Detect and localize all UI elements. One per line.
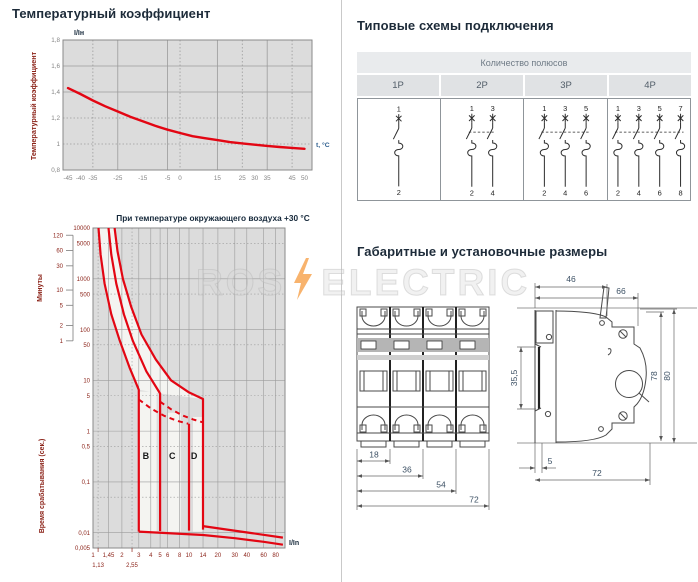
terminal-number-top: 5	[657, 104, 662, 114]
y-tick-label: 5	[86, 393, 90, 400]
marking-window-inner	[430, 371, 449, 391]
pole-schematic-3p	[524, 99, 607, 200]
terminal-number-bottom: 2	[469, 188, 474, 198]
thermal-element	[676, 140, 684, 187]
watermark-text-right: ELECTRIC	[321, 262, 531, 303]
dim-arrow	[385, 459, 390, 463]
y-tick-label: 1,2	[51, 115, 60, 123]
dim-label-5: 5	[547, 456, 553, 466]
dim-arrow	[530, 466, 535, 470]
y-tick-label: 0,5	[81, 444, 90, 451]
thermal-element	[613, 140, 621, 187]
dim-label-width: 72	[469, 494, 479, 505]
y-tick-label: 1,4	[51, 89, 60, 97]
poles-table	[357, 52, 691, 201]
lock-tab	[639, 393, 649, 402]
dim-arrow	[357, 474, 362, 478]
temperature-coefficient-chart	[28, 24, 345, 198]
bottom-tab	[361, 441, 386, 447]
x-tick-label: 1,45	[102, 553, 115, 559]
column-header-2p: 2P	[441, 75, 523, 96]
dim-arrow	[519, 347, 523, 352]
terminal-number-top: 3	[490, 104, 495, 114]
switch-blade	[487, 128, 492, 139]
bottom-tab	[394, 441, 419, 447]
thermal-element	[582, 140, 590, 187]
x-tick-label: -40	[75, 175, 85, 182]
switch-blade	[581, 128, 586, 139]
x-tick-label: 0	[178, 175, 182, 182]
dim-arrow	[633, 296, 638, 300]
x-tick-label: 30	[251, 175, 259, 182]
tolerance-band	[190, 417, 203, 532]
x-axis-label: t, °C	[316, 142, 330, 149]
watermark-text-left: ROS	[196, 262, 286, 303]
terminal-number-top: 1	[542, 104, 547, 114]
pole-schematic-2p	[441, 99, 524, 200]
connection-schemes-heading: Типовые схемы подключения	[357, 18, 554, 33]
x-tick-label: 30	[231, 553, 239, 559]
x-tick-label: 20	[214, 553, 222, 559]
dim-arrow	[535, 478, 540, 482]
y-tick-label: 1,8	[51, 37, 60, 45]
pivot	[599, 427, 604, 432]
terminal-number-top: 1	[469, 104, 474, 114]
terminal-clamp	[395, 311, 418, 326]
pivot	[600, 321, 605, 326]
terminal-screw	[459, 425, 465, 432]
pole-diagram-3p	[523, 98, 608, 201]
x-minor-tick-label: 2,55	[126, 563, 138, 569]
back-block	[536, 311, 553, 343]
minutes-tick-label: 2	[59, 323, 63, 330]
terminal-screw	[447, 309, 453, 316]
terminal-screw	[426, 425, 432, 432]
x-tick-label: 14	[199, 553, 207, 559]
terminal-screw	[426, 309, 432, 316]
y-tick-label: 1	[86, 429, 90, 436]
terminal-screw	[381, 425, 387, 432]
front-view-drawing	[355, 302, 505, 514]
curve-label-D: D	[190, 451, 198, 462]
dim-label-46: 46	[566, 274, 576, 284]
dim-arrow	[357, 504, 362, 508]
x-minor-tick-label: 1,13	[92, 563, 104, 569]
dim-arrow	[357, 489, 362, 493]
x-tick-label: -15	[138, 175, 148, 182]
dim-arrow	[602, 285, 607, 289]
minutes-tick-label: 10	[56, 288, 63, 295]
y-tick-label: 10	[83, 378, 90, 385]
switch-blade	[633, 128, 638, 139]
minutes-tick-label: 120	[52, 233, 63, 240]
dim-arrow	[672, 309, 676, 314]
terminal-screw	[414, 425, 420, 432]
column-header-3p: 3P	[525, 75, 607, 96]
terminal-number-bottom: 4	[490, 188, 495, 198]
terminal-number-bottom: 2	[396, 188, 401, 198]
dim-label-72: 72	[592, 468, 602, 478]
thermal-element	[540, 140, 548, 187]
dim-label-78: 78	[649, 371, 659, 381]
x-tick-label: 10	[185, 553, 193, 559]
thermal-element	[561, 140, 569, 187]
x-tick-label: 3	[137, 553, 141, 559]
thermal-element	[634, 140, 642, 187]
terminal-number-bottom: 8	[677, 188, 683, 198]
dim-arrow	[542, 466, 547, 470]
x-tick-label: 45	[288, 175, 296, 182]
y-tick-label: 5000	[76, 241, 90, 248]
terminal-clamp	[428, 311, 451, 326]
terminal-number-top: 7	[677, 104, 683, 114]
dim-arrow	[535, 296, 540, 300]
terminal-screw	[381, 309, 387, 316]
bottom-tab	[427, 441, 452, 447]
tolerance-band	[168, 413, 181, 532]
y-tick-label: 50	[83, 343, 90, 350]
dim-label-66: 66	[616, 286, 626, 296]
terminal-number-bottom: 6	[657, 188, 662, 198]
switch-blade	[675, 128, 680, 139]
x-tick-label: 80	[272, 553, 280, 559]
y-tick-label: 1,6	[51, 63, 60, 71]
terminal-screw	[360, 309, 366, 316]
minutes-tick-label: 1	[59, 339, 63, 346]
trip-chart-title: При температуре окружающего воздуха +30 °С	[116, 213, 310, 223]
dim-arrow	[535, 285, 540, 289]
poles-table-body	[357, 98, 691, 201]
dim-label-width: 54	[436, 479, 446, 490]
switch-blade	[560, 128, 565, 139]
poles-table-columns	[357, 75, 691, 96]
dim-arrow	[659, 436, 663, 441]
toggle-lever	[361, 341, 376, 349]
toggle-band-thin	[357, 355, 489, 360]
x-tick-label: 1	[91, 553, 95, 559]
terminal-screw	[393, 309, 399, 316]
x-tick-label: -25	[113, 175, 123, 182]
column-header-1p: 1P	[357, 75, 439, 96]
y-tick-label: 0,01	[78, 530, 90, 537]
switch-blade	[654, 128, 659, 139]
y-tick-label: 1000	[76, 276, 90, 283]
terminal-number-bottom: 4	[636, 188, 641, 198]
dim-arrow	[645, 478, 650, 482]
din-hook	[535, 344, 541, 347]
y-axis-label: Температурный коэффициент	[29, 51, 38, 161]
x-tick-label: 60	[260, 553, 268, 559]
dim-label-width: 36	[402, 464, 412, 475]
dimensions-heading: Габаритные и установочные размеры	[357, 244, 608, 259]
pole-diagram-2p	[440, 98, 525, 201]
terminal-screw	[360, 425, 366, 432]
x-axis-label: I/In	[289, 540, 300, 547]
marking-window-inner	[463, 371, 482, 391]
thermal-element	[655, 140, 663, 187]
screw-slot	[620, 331, 626, 337]
x-tick-label: 35	[263, 175, 271, 182]
terminal-number-top: 3	[563, 104, 568, 114]
minutes-axis-label: Минуты	[37, 274, 44, 302]
terminal-screw	[393, 425, 399, 432]
pole-schematic-1p	[358, 99, 440, 200]
minutes-tick-label: 60	[56, 248, 63, 255]
y-tick-label: 100	[79, 327, 90, 334]
column-header-4p: 4P	[609, 75, 691, 96]
toggle-lever	[394, 341, 409, 349]
terminal-screw	[414, 309, 420, 316]
poles-table-header: Количество полюсов	[357, 52, 691, 73]
x-tick-label: 4	[149, 553, 153, 559]
dim-arrow	[519, 404, 523, 409]
detail-mark	[608, 349, 611, 355]
terminal-clamp-bottom	[395, 415, 418, 430]
x-tick-label: 6	[166, 553, 170, 559]
minutes-tick-label: 30	[56, 264, 63, 271]
x-tick-label: 15	[213, 175, 221, 182]
x-tick-label: 25	[238, 175, 246, 182]
rivet	[546, 334, 551, 339]
tolerance-band	[139, 392, 157, 532]
y-tick-label: 1	[56, 141, 60, 149]
dim-arrow	[484, 504, 489, 508]
dim-label-35-5: 35,5	[509, 369, 519, 387]
dim-arrow	[659, 312, 663, 317]
dim-arrow	[357, 459, 362, 463]
dim-label-width: 18	[369, 449, 379, 460]
thermal-element	[467, 140, 475, 187]
terminal-clamp-bottom	[362, 415, 385, 430]
terminal-number-bottom: 4	[563, 188, 568, 198]
terminal-number-top: 1	[396, 104, 401, 114]
terminal-number-top: 1	[615, 104, 620, 114]
dim-arrow	[451, 489, 456, 493]
side-view-drawing	[509, 268, 698, 514]
x-tick-label: -5	[164, 175, 171, 182]
terminal-clamp-bottom	[461, 415, 484, 430]
switch-blade	[466, 128, 471, 139]
rivet	[545, 411, 550, 416]
curve-label-C: C	[169, 451, 176, 462]
x-tick-label: 40	[243, 553, 251, 559]
terminal-screw	[480, 309, 486, 316]
toggle-lever	[427, 341, 442, 349]
y-axis-label: Время срабатывания (сек.)	[39, 438, 46, 534]
terminal-clamp-bottom	[428, 415, 451, 430]
terminal-number-bottom: 6	[584, 188, 589, 198]
toggle-lever	[460, 341, 475, 349]
y-tick-label: 0,1	[81, 480, 90, 487]
switch-blade	[612, 128, 617, 139]
marking-window-inner	[364, 371, 383, 391]
terminal-screw	[447, 425, 453, 432]
bottom-tab	[460, 441, 485, 447]
terminal-clamp	[461, 311, 484, 326]
x-tick-label: -45	[63, 175, 73, 182]
terminal-number-top: 5	[584, 104, 589, 114]
marking-window-inner	[397, 371, 416, 391]
curve-label-B: B	[142, 451, 150, 462]
terminal-number-bottom: 2	[615, 188, 620, 198]
y-tick-label: 0,8	[51, 167, 60, 175]
minutes-tick-label: 5	[59, 303, 63, 310]
terminal-number-top: 3	[636, 104, 641, 114]
terminal-clamp	[362, 311, 385, 326]
dim-arrow	[418, 474, 423, 478]
pole-diagram-1p	[357, 98, 441, 201]
terminal-screw	[459, 309, 465, 316]
pole-schematic-4p	[608, 99, 691, 200]
x-tick-label: 50	[301, 175, 309, 182]
switch-blade	[393, 128, 398, 139]
temp-coefficient-heading: Температурный коэффициент	[12, 6, 211, 21]
y-axis-unit-label: I/Iн	[74, 30, 85, 37]
thermal-element	[395, 140, 403, 186]
terminal-screw	[480, 425, 486, 432]
pole-diagram-4p	[607, 98, 692, 201]
switch-blade	[539, 128, 544, 139]
dim-label-80: 80	[662, 371, 672, 381]
toggle-lever	[600, 287, 609, 318]
terminal-number-bottom: 2	[542, 188, 547, 198]
thermal-element	[488, 140, 496, 187]
dim-arrow	[672, 438, 676, 443]
x-tick-label: 5	[158, 553, 162, 559]
lock-boss	[616, 371, 643, 398]
y-tick-label: 500	[79, 292, 90, 299]
y-tick-label: 10000	[73, 226, 90, 233]
x-tick-label: -35	[88, 175, 98, 182]
x-tick-label: 2	[120, 553, 124, 559]
trip-curves-chart	[30, 208, 322, 578]
y-tick-label: 0,005	[74, 546, 90, 553]
body-profile	[556, 311, 646, 442]
x-tick-label: 8	[178, 553, 182, 559]
screw-slot	[620, 413, 626, 419]
